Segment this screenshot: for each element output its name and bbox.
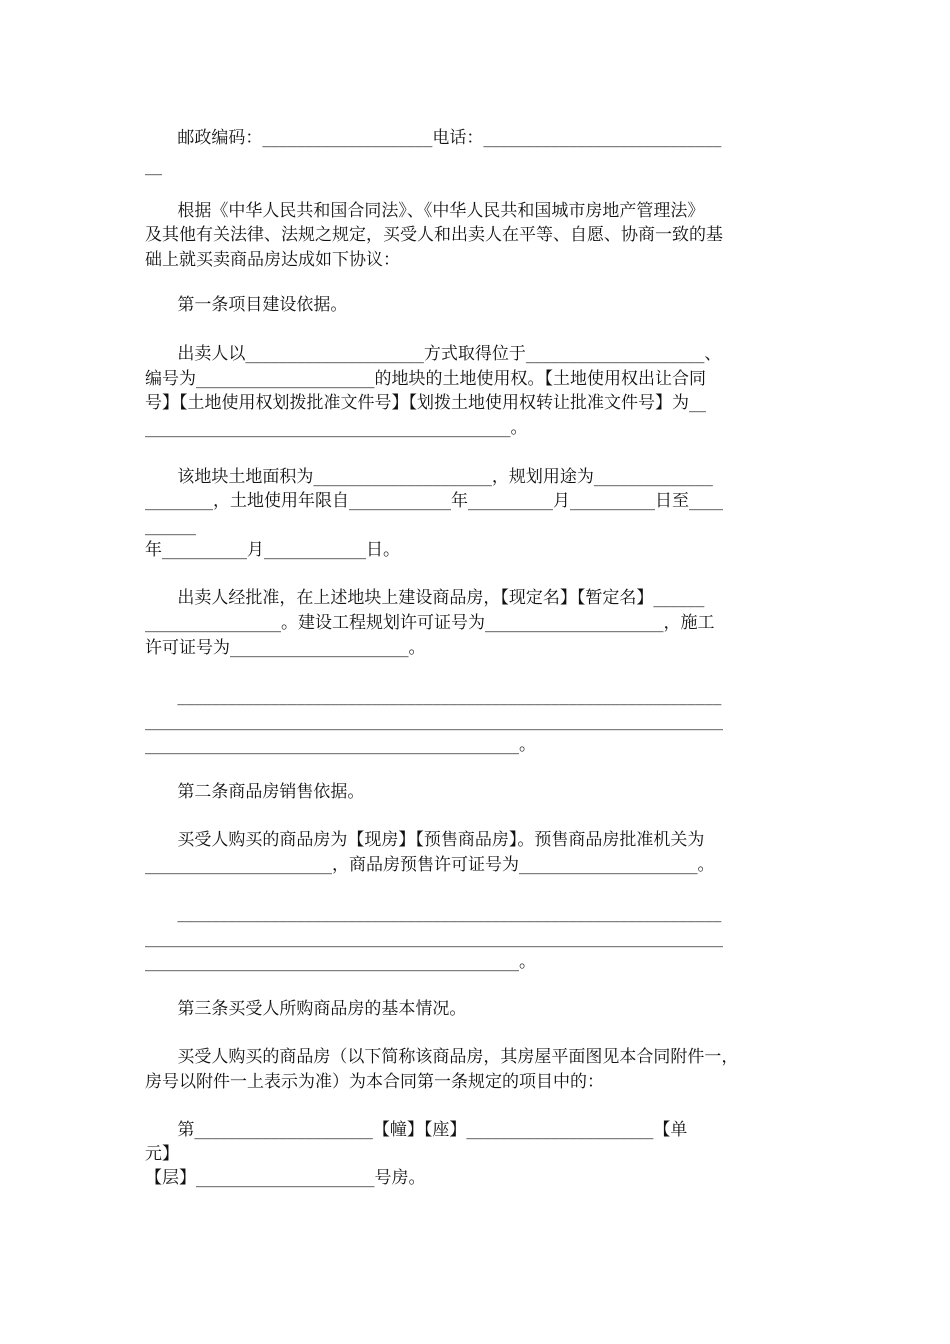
blank-line-2: ____________________________________________________________________ [145,711,723,731]
land-area-line-4: 年__________月____________日。 [145,540,400,560]
land-area-line-2: ________，土地使用年限自____________年__________月__________日至____ [145,491,723,511]
preamble-line-2: 及其他有关法律、法规之规定，买受人和出卖人在平等、自愿、协商一致的基 [145,225,723,245]
blank-line-6: ____________________________________________。 [145,952,536,972]
land-area-line-1: 该地块土地面积为_____________________，规划用途为______________ [145,467,713,487]
blank-line-3: ____________________________________________。 [145,735,536,755]
blank-line-5: ____________________________________________________________________ [145,928,723,948]
article-1-heading: 第一条项目建设依据。 [145,295,348,315]
article-1-para-1-line-1: 出卖人以_____________________方式取得位于_____________________、 [145,344,722,364]
land-area-line-3: ______ [145,516,196,536]
preamble-line-1: 根据《中华人民共和国合同法》、《中华人民共和国城市房地产管理法》 [145,201,705,221]
unit-line-2: 元】 [145,1144,179,1164]
construction-line-3: 许可证号为_____________________。 [145,638,426,658]
article-3-heading: 第三条买受人所购商品房的基本情况。 [145,999,467,1019]
article-2-heading: 第二条商品房销售依据。 [145,782,365,802]
blank-line-4: ________________________________________________________________ [145,903,722,923]
article-2-para-line-1: 买受人购买的商品房为【现房】【预售商品房】。预售商品房批准机关为 [145,830,705,850]
article-2-para-line-2: ______________________，商品房预售许可证号为_____________________。 [145,855,715,875]
article-1-para-1-line-3: 号】【土地使用权划拨批准文件号】【划拨土地使用权转让批准文件号】为__ [145,393,706,413]
article-3-para-line-2: 房号以附件一上表示为准）为本合同第一条规定的项目中的： [145,1072,604,1092]
unit-line-3: 【层】_____________________号房。 [145,1168,426,1188]
construction-line-2: ________________。建设工程规划许可证号为_____________________，施工 [145,613,715,633]
blank-line-1: ________________________________________________________________ [145,686,722,706]
article-1-para-1-line-2: 编号为_____________________的地块的土地使用权。【土地使用权出让合同 [145,369,706,389]
article-1-para-1-line-4: ___________________________________________。 [145,418,528,438]
construction-line-1: 出卖人经批准，在上述地块上建设商品房，【现定名】【暂定名】______ [145,588,705,608]
postal-phone-line-cont: __ [145,156,162,176]
postal-phone-line: 邮政编码：____________________电话：____________________________ [145,128,722,148]
unit-line-1: 第_____________________【幢】【座】______________________【单 [145,1120,688,1140]
preamble-line-3: 础上就买卖商品房达成如下协议： [145,250,400,270]
article-3-para-line-1: 买受人购买的商品房（以下简称该商品房，其房屋平面图见本合同附件一， [145,1047,739,1067]
